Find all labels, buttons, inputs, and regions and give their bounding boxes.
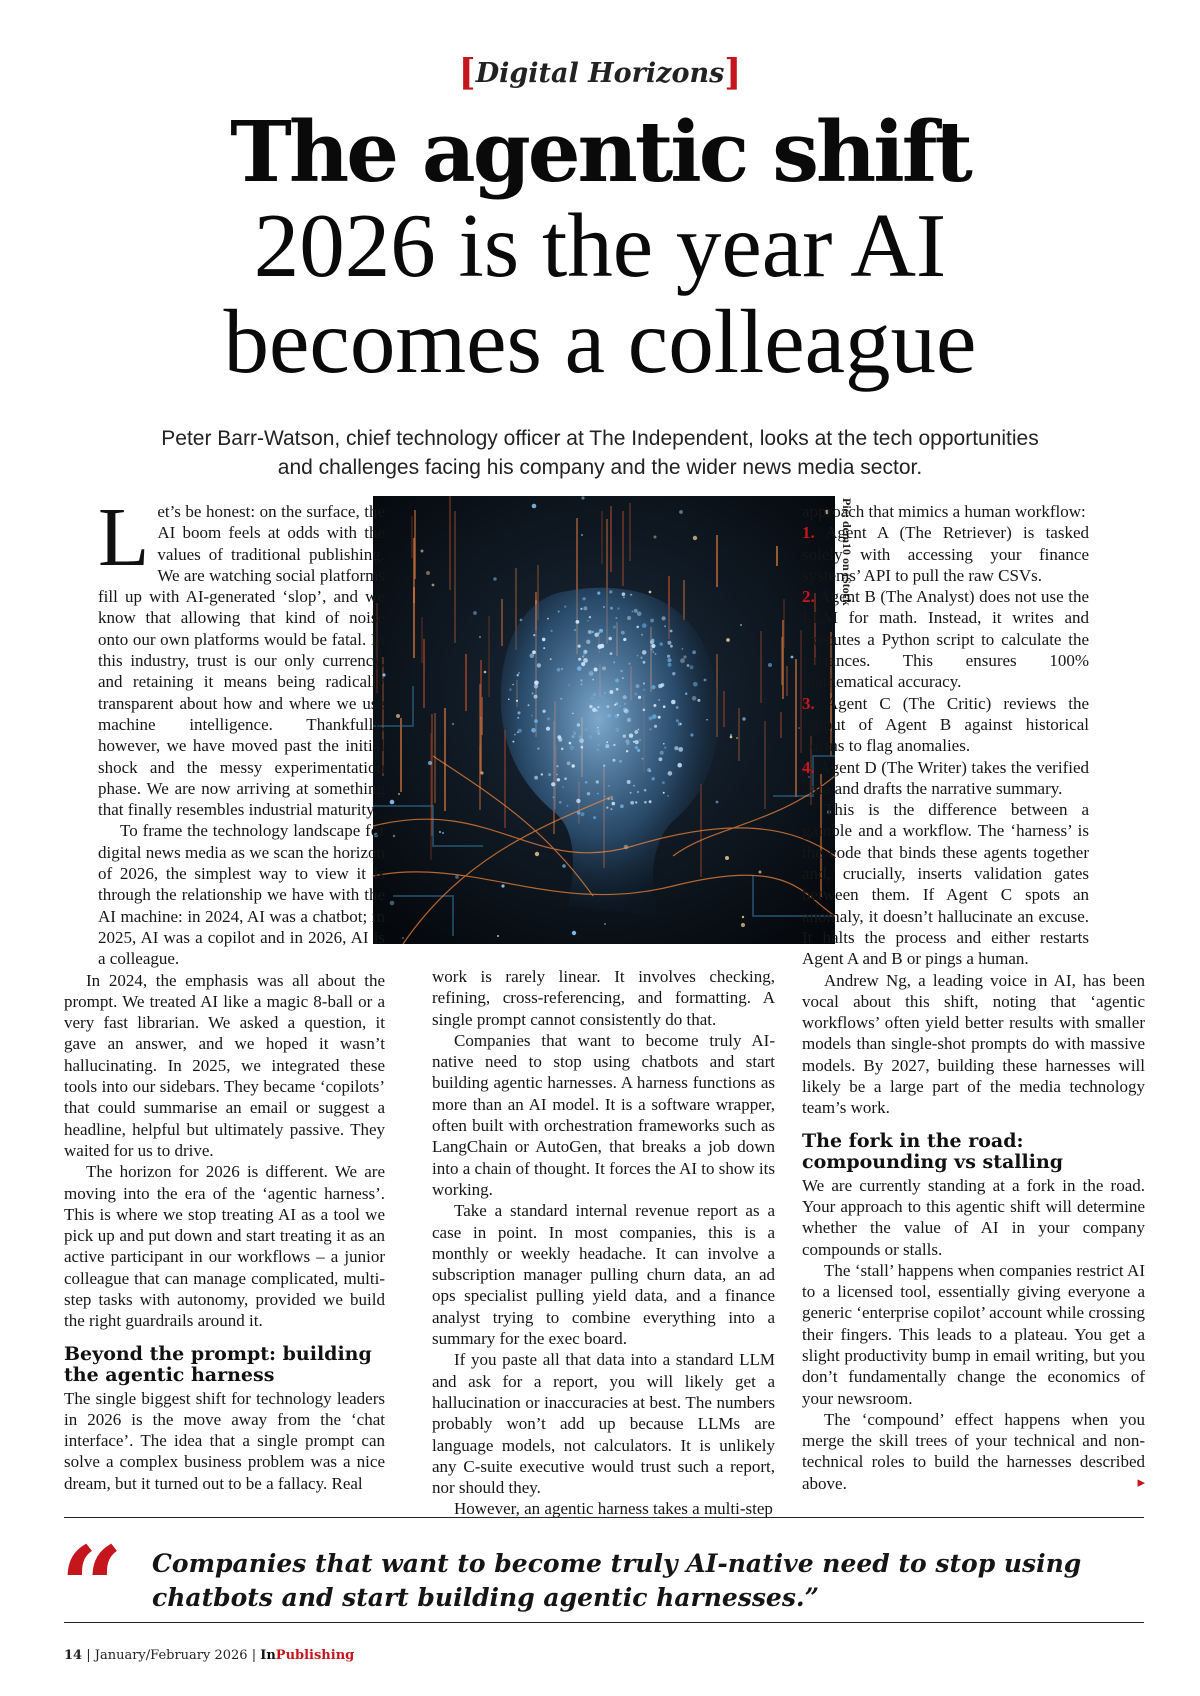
list-intro: approach that mimics a human workflow: [802, 502, 1086, 521]
list-item [802, 586, 1089, 692]
quote-mark-icon: “ [60, 1522, 124, 1651]
list-item [802, 757, 1089, 800]
body-paragraph: We are currently standing at a fork in the road. Your approach to this agentic shift will determine whether the value of AI in your company compounds or stalls. [802, 1175, 1145, 1259]
page-number: 14 [64, 1648, 83, 1663]
list-item [802, 693, 1089, 757]
article-column-2 [432, 966, 775, 1520]
subheadline-line-1: 2026 is the year AI [253, 195, 947, 296]
wrapped-intro [98, 491, 385, 970]
issue-date: January/February 2026 [94, 1648, 248, 1663]
body-paragraph: The single biggest shift for technology leaders in 2026 is the move away from the ‘chat interface’. The idea that a single prompt can solve a complex business problem was a nice dream, but it turned out to be a fallacy. Real [64, 1388, 385, 1493]
headline: The agentic shift [230, 103, 970, 201]
quote-rule-top [64, 1517, 1144, 1518]
quote-rule-bottom [64, 1622, 1144, 1623]
list-item [802, 522, 1089, 586]
intro-text: et’s be honest: on the surface, the AI boom feels at odds with the values of traditional publishing. We are watching social platforms fill up with AI-generated ‘slop’, and we know that allowing that kind of noise onto our own platforms would be fatal. In this industry, trust is our only currency, and retaining it means being radically transparent about how and where we use machine intelligence. Thankfully, however, we have moved past the initial shock and the messy experimentation phase. We are now arriving at something that finally resembles industrial maturity. [98, 502, 385, 820]
subheadline [0, 195, 1200, 392]
body-paragraph [802, 1409, 1145, 1494]
kicker-text: Digital Horizons [475, 58, 725, 89]
kicker-bracket-right: ] [724, 52, 742, 94]
brand-in: In [260, 1648, 276, 1663]
body-paragraph: The ‘stall’ happens when companies restrict AI to a licensed tool, essentially giving everyone a generic ‘enterprise copilot’ account while crossing their fingers. This leads to a plateau. You get a slight productivity bump in email writing, but you don’t fundamentally change the economics of your newsroom. [802, 1260, 1145, 1408]
list-text: Agent A (The Retriever) is tasked solely with accessing your finance systems’ API to pull the raw CSVs. [802, 523, 1089, 585]
list-text: Agent C (The Critic) reviews the output of Agent B against historical norms to flag anomalies. [802, 693, 1089, 756]
standfirst-line-2: and challenges facing his company and the wider news media sector. [277, 456, 923, 479]
wrapped-list [802, 501, 1089, 970]
list-number: 4. [802, 757, 815, 777]
continue-arrow-icon: ▸ [1137, 1474, 1145, 1491]
body-paragraph: If you paste all that data into a standard LLM and ask for a report, you will likely get a hallucination or inaccuracies at best. The numbers probably won’t add up because LLMs are language models, not calculators. It is unlikely any C-suite executive would trust such a report, nor should they. [432, 1350, 775, 1498]
list-number: 2. [802, 587, 815, 607]
brand-publishing: Publishing [275, 1648, 355, 1663]
pull-quote: Companies that want to become truly AI-native need to stop using chatbots and start building agentic harnesses.” [152, 1549, 1082, 1612]
body-paragraph: Companies that want to become truly AI-native need to stop using chatbots and start building agentic harnesses. A harness functions as more than an AI model. It is a software wrapper, often built with orchestration frameworks such as LangChain or AutoGen, that breaks a job down into a chain of thought. It forces the AI to show its working. [432, 1030, 775, 1199]
ai-digital-head-image [373, 496, 835, 944]
kicker-bracket-left: [ [458, 52, 476, 94]
list-text: Agent D (The Writer) takes the verified data and drafts the narrative summary. [802, 757, 1089, 798]
list-number: 3. [802, 693, 815, 713]
photo-credit: Pic: dem10 on iStock [840, 498, 854, 606]
body-paragraph: Take a standard internal revenue report as a case in point. In most companies, this is a monthly or weekly headache. It can involve a subscription manager pulling churn data, an ad ops specialist pulling yield data, and a finance analyst trying to combine everything into a summary for the exec board. [432, 1201, 775, 1349]
intro-paragraph [98, 491, 385, 820]
standfirst-line-1: Peter Barr-Watson, chief technology officer at The Independent, looks at the tech opportunities [161, 427, 1039, 450]
body-paragraph: To frame the technology landscape for digital news media as we scan the horizon of 2026, the simplest way to view it is through the relationship we have with the AI machine: in 2024, AI was a chatbot; in 2025, AI was a copilot and in 2026, AI is a colleague. [98, 821, 385, 969]
body-paragraph: However, an agentic harness takes a multi-step [454, 1499, 773, 1519]
body-paragraph: This is the difference between a gamble and a workflow. The ‘harness’ is the code that binds these agents together and, crucially, inserts validation gates between them. If Agent C spots an anomaly, it doesn’t hallucinate an excuse. It halts the process and either restarts Agent A and B or pings a human. [802, 800, 1089, 969]
body-paragraph: The horizon for 2026 is different. We are moving into the era of the ‘agentic harness’. This is where we stop treating AI as a tool we pick up and put down and start treating it as an active participant in our workflows – a junior colleague that can manage complicated, multi-step tasks with autonomy, provided we build the right guardrails around it. [64, 1162, 385, 1331]
list-text: Agent B (The Analyst) does not use the LLM for math. Instead, it writes and executes a Python script to calculate the variances. This ensures 100% mathematical accuracy. [802, 587, 1090, 692]
body-paragraph: work is rarely linear. It involves checking, refining, cross-referencing, and formatting. A single prompt cannot consistently do that. [432, 967, 775, 1029]
drop-cap: L [98, 491, 150, 584]
section-heading: The fork in the road: compounding vs stalling [802, 1129, 1064, 1173]
list-number: 1. [802, 523, 815, 543]
body-paragraph: In 2024, the emphasis was all about the prompt. We treated AI like a magic 8-ball or a very fast librarian. We asked a question, it gave an answer, and we hoped it wasn’t hallucinating. In 2025, we integrated these tools into our sidebars. They became ‘copilots’ that could summarise an email or suggest a headline, helpful but ultimately passive. They waited for us to drive. [64, 970, 385, 1160]
body-paragraph: Andrew Ng, a leading voice in AI, has been vocal about this shift, noting that ‘agentic workflows’ often yield better results with smaller models than single-shot prompts do with massive models. By 2027, building these harnesses will likely be a large part of the media technology team’s work. [802, 970, 1145, 1118]
article-column-1 [64, 491, 385, 1494]
section-heading: Beyond the prompt: building the agentic harness [64, 1342, 372, 1386]
article-column-3 [802, 501, 1145, 1494]
page-footer: 14 | January/February 2026 | InPublishing [64, 1648, 355, 1663]
final-text: The ‘compound’ effect happens when you merge the skill trees of your technical and non-technical roles to build the harnesses described above. [802, 1409, 1145, 1493]
subheadline-line-2: becomes a colleague [223, 291, 977, 392]
ai-head-photo [373, 496, 835, 944]
standfirst [100, 424, 1100, 482]
section-kicker [0, 52, 1200, 94]
